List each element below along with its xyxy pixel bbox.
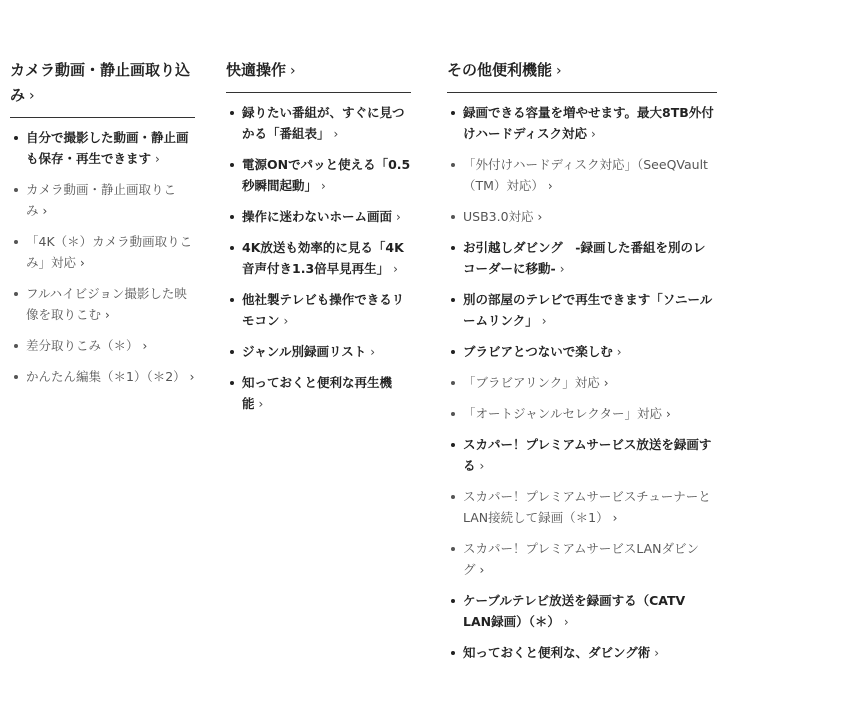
list-item-link[interactable] [10,335,195,357]
chevron-right-icon: › [370,345,376,359]
chevron-right-icon: › [665,407,671,421]
list-item-label: フルハイビジョン撮影した映像を取りこむ [26,286,187,322]
chevron-right-icon: › [189,370,195,384]
chevron-right-icon: › [541,314,547,328]
list-item-label: カメラ動画・静止画取りこみ [26,182,177,218]
chevron-right-icon: › [563,615,569,629]
list-item-link[interactable] [447,341,717,363]
list-comfortable-operation [226,102,411,415]
list-item-link[interactable] [447,237,717,280]
list-item-link[interactable] [447,642,717,664]
list-item-link[interactable] [10,179,195,222]
list-item-link[interactable] [447,372,717,394]
list-item-link[interactable] [226,206,411,228]
list-item-link[interactable] [447,206,717,228]
column-comfortable-operation [226,58,411,424]
list-item-link[interactable] [10,283,195,326]
list-item-label: 自分で撮影した動画・静止画も保存・再生できます [26,130,189,166]
chevron-right-icon: › [479,459,485,473]
chevron-right-icon: › [29,88,35,104]
list-item-label: USB3.0対応 [463,209,534,224]
chevron-right-icon: › [537,210,543,224]
list-item-label: ジャンル別録画リスト [242,344,367,359]
heading-other-features-label: その他便利機能 [447,61,553,79]
list-item-link[interactable] [447,102,717,145]
list-item-link[interactable] [447,590,717,633]
list-item-label: 「外付けハードディスク対応」（SeeQVault（TM）対応） [463,157,708,193]
list-item-label: 「ブラビアリンク」対応 [463,375,600,390]
chevron-right-icon: › [616,345,622,359]
list-item-label: 4K放送も効率的に見る「4K音声付き1.3倍早見再生」 [242,240,404,276]
chevron-right-icon: › [42,204,48,218]
chevron-right-icon: › [155,152,160,166]
list-item-label: かんたん編集（＊1）（＊2） [26,369,186,384]
heading-camera-import[interactable] [10,58,195,118]
list-item-link[interactable] [226,237,411,280]
chevron-right-icon: › [396,210,401,224]
heading-comfortable-operation[interactable] [226,58,411,93]
chevron-right-icon: › [612,511,618,525]
chevron-right-icon: › [283,314,289,328]
list-item-label: 別の部屋のテレビで再生できます「ソニールームリンク」 [463,292,713,328]
chevron-right-icon: › [333,127,339,141]
chevron-right-icon: › [290,63,296,79]
list-item-label: お引越しダビング -録画した番組を別のレコーダーに移動- [463,240,706,276]
list-item-link[interactable] [447,538,717,581]
list-item-link[interactable] [10,127,195,170]
chevron-right-icon: › [80,256,85,270]
list-item-label: 「オートジャンルセレクター」対応 [463,406,662,421]
list-item-label: ブラビアとつないで楽しむ [463,344,613,359]
list-camera-import [10,127,195,388]
chevron-right-icon: › [258,397,264,411]
chevron-right-icon: › [547,179,553,193]
list-item-label: 他社製テレビも操作できるリモコン [242,292,405,328]
chevron-right-icon: › [603,376,609,390]
list-item-link[interactable] [447,434,717,477]
heading-other-features[interactable] [447,58,717,93]
list-item-label: 知っておくと便利な、ダビング術 [463,645,651,660]
list-item-label: 「4K（＊）カメラ動画取りこみ」対応 [26,234,193,270]
list-item-label: 録りたい番組が、すぐに見つかる「番組表」 [242,105,405,141]
list-item-label: 差分取りこみ（＊） [26,338,139,353]
chevron-right-icon: › [393,262,398,276]
list-item-link[interactable] [226,289,411,332]
list-item-label: ケーブルテレビ放送を録画する（CATV LAN録画）（＊） [463,593,686,629]
list-item-link[interactable] [10,366,195,388]
list-item-label: 操作に迷わないホーム画面 [242,209,393,224]
list-item-link[interactable] [447,486,717,529]
chevron-right-icon: › [591,127,596,141]
chevron-right-icon: › [479,563,485,577]
chevron-right-icon: › [105,308,110,322]
chevron-right-icon: › [654,646,660,660]
list-item-link[interactable] [447,289,717,332]
list-item-link[interactable] [226,102,411,145]
list-item-link[interactable] [226,341,411,363]
list-item-link[interactable] [226,154,411,197]
list-item-link[interactable] [10,231,195,274]
heading-camera-import-label: カメラ動画・静止画取り込み [10,61,191,104]
column-camera-import [10,58,195,397]
chevron-right-icon: › [559,262,565,276]
list-other-features [447,102,717,664]
list-item-label: 録画できる容量を増やせます。最大8TB外付けハードディスク対応 [463,105,714,141]
chevron-right-icon: › [142,339,148,353]
list-item-label: 電源ONでパッと使える「0.5秒瞬間起動」 [242,157,411,193]
list-item-label: スカパー！プレミアムサービスLANダビング [463,541,700,577]
list-item-label: スカパー！プレミアムサービス放送を録画する [463,437,712,473]
list-item-label: スカパー！プレミアムサービスチューナーとLAN接続して録画（＊1） [463,489,711,525]
list-item-link[interactable] [447,403,717,425]
chevron-right-icon: › [556,63,562,79]
list-item-link[interactable] [226,372,411,415]
column-other-features [447,58,717,673]
list-item-label: 知っておくと便利な再生機能 [242,375,393,411]
heading-comfortable-operation-label: 快適操作 [226,61,287,79]
chevron-right-icon: › [321,179,326,193]
list-item-link[interactable] [447,154,717,197]
